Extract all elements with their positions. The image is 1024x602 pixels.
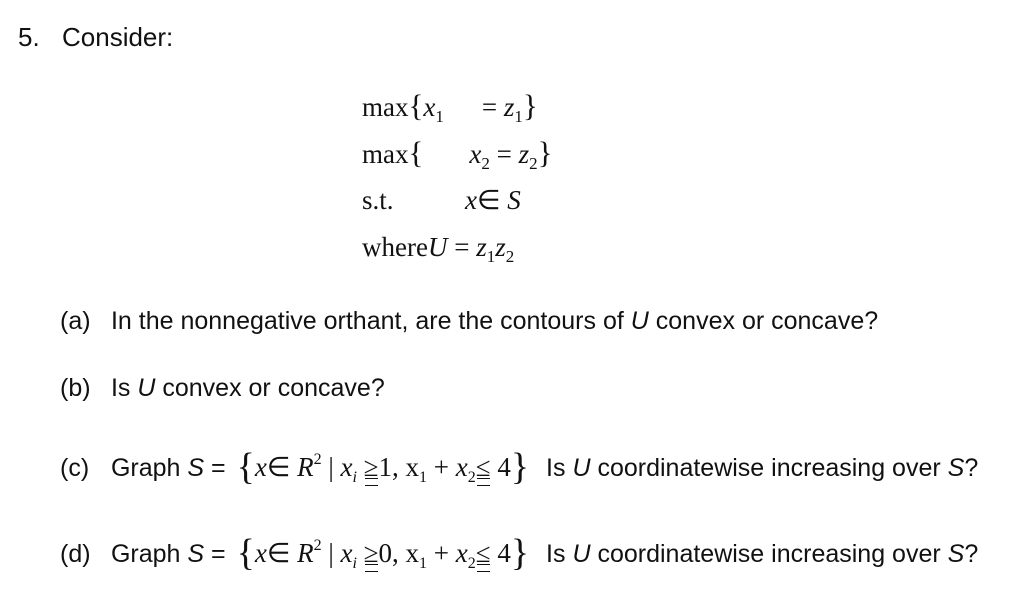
part-d-question: coordinatewise increasing over [597, 540, 941, 568]
question-number: 5. [18, 22, 40, 52]
part-b-text-end: convex or concave? [162, 374, 385, 402]
part-d-var2: U [572, 540, 591, 568]
part-d-var3: S [947, 540, 965, 568]
part-b-label: (b) [60, 374, 91, 402]
part-d-question-is: Is [546, 540, 566, 568]
constraint-row [362, 185, 394, 216]
part-d-end: ? [964, 540, 979, 568]
part-d [60, 532, 979, 574]
part-c-var: S [187, 454, 205, 482]
part-d-var: S [187, 540, 205, 568]
subject-to-label: s.t. [362, 185, 394, 215]
part-c-label: (c) [60, 454, 90, 482]
part-c-set-expression: {x∈ $R^2$ | $x_i \ge 1$, $x_1 + x_2\le 4$} [236, 446, 530, 488]
part-d-label: (d) [60, 540, 91, 568]
part-d-text: Graph [110, 540, 181, 568]
part-c-end: ? [964, 454, 979, 482]
part-b [60, 374, 385, 403]
question-prompt: Consider: [62, 22, 174, 52]
part-d-eq: = [211, 540, 226, 568]
utility-definition: whereU = $z_1z_2$ [362, 232, 515, 266]
part-c [60, 446, 979, 488]
part-c-var3: S [947, 454, 965, 482]
part-c-question-is: Is [546, 454, 566, 482]
constraint-expression: x∈ S [465, 185, 521, 215]
part-d-set-expression: {x∈ $R^2$ | $x_i \ge 0$, $x_1 + x_2\le 4$} [236, 532, 530, 574]
part-a-var: U [630, 307, 649, 335]
equation-row-1: $\max\{x_1 = z_1\}$ [362, 88, 538, 126]
part-c-eq: = [211, 454, 226, 482]
part-c-text: Graph [110, 454, 181, 482]
part-a [60, 307, 878, 336]
part-b-text: Is [110, 374, 131, 402]
part-a-label: (a) [60, 307, 91, 335]
part-a-text: In the nonnegative orthant, are the contours of [110, 307, 624, 335]
part-a-text-end: convex or concave? [655, 307, 879, 335]
part-b-var: U [137, 374, 156, 402]
equation-row-2: max{ $x_2 = z_2$} [362, 135, 553, 173]
part-c-var2: U [572, 454, 591, 482]
part-c-question: coordinatewise increasing over [597, 454, 941, 482]
